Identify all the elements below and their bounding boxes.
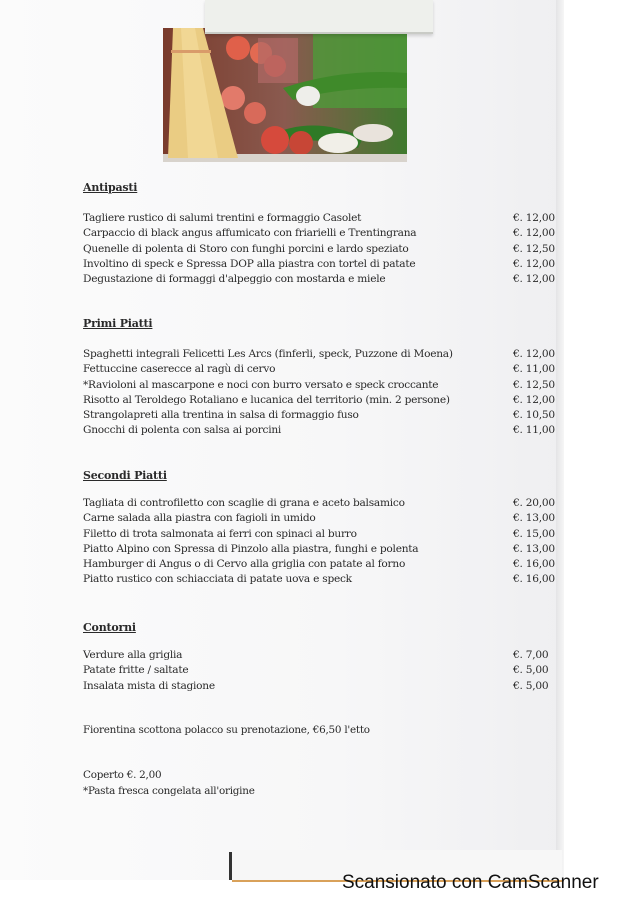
item-price: €. 20,00 bbox=[513, 497, 555, 509]
section-title: Primi Piatti bbox=[83, 317, 153, 330]
menu-item bbox=[83, 347, 558, 362]
section-title: Contorni bbox=[83, 621, 136, 634]
item-name: Involtino di speck e Spressa DOP alla piastra con tortel di patate bbox=[83, 257, 416, 270]
item-name: Patate fritte / saltate bbox=[83, 664, 189, 677]
page-edge bbox=[556, 0, 564, 880]
item-price: €. 5,00 bbox=[513, 664, 549, 677]
section-secondi-piatti bbox=[83, 469, 558, 588]
section-title: Antipasti bbox=[83, 181, 138, 194]
menu-item bbox=[83, 378, 558, 393]
item-name: Spaghetti integrali Felicetti Les Arcs (finferli, speck, Puzzone di Moena) bbox=[83, 348, 453, 360]
item-price: €. 5,00 bbox=[513, 679, 549, 692]
item-price: €. 7,00 bbox=[513, 649, 549, 661]
item-price: €. 12,00 bbox=[513, 348, 555, 360]
item-name: Fettuccine caserecce al ragù di cervo bbox=[83, 363, 276, 376]
item-price: €. 12,50 bbox=[513, 378, 555, 391]
menu-item bbox=[83, 242, 558, 257]
menu-item bbox=[83, 527, 558, 542]
menu-item bbox=[83, 663, 558, 678]
menu-item bbox=[83, 496, 558, 511]
item-name: Risotto al Teroldego Rotaliano e lucanica del territorio (min. 2 persone) bbox=[83, 393, 450, 406]
pasta-note: *Pasta fresca congelata all'origine bbox=[83, 785, 255, 797]
section-antipasti bbox=[83, 181, 558, 287]
section-title: Secondi Piatti bbox=[83, 469, 167, 482]
menu-item bbox=[83, 542, 558, 557]
item-name: Carne salada alla piastra con fagioli in umido bbox=[83, 512, 316, 525]
item-name: Piatto Alpino con Spressa di Pinzolo alla piastra, funghi e polenta bbox=[83, 542, 419, 555]
menu-item bbox=[83, 423, 558, 438]
item-name: Gnocchi di polenta con salsa ai porcini bbox=[83, 424, 282, 437]
paper-edge-shadow bbox=[229, 852, 232, 880]
item-price: €. 12,00 bbox=[513, 257, 555, 270]
menu-item bbox=[83, 648, 558, 663]
menu-item bbox=[83, 557, 558, 572]
menu-item bbox=[83, 257, 558, 272]
menu-item bbox=[83, 272, 558, 287]
item-name: Tagliata di controfiletto con scaglie di grana e aceto balsamico bbox=[83, 497, 405, 509]
item-name: Hamburger di Angus o di Cervo alla griglia con patate al forno bbox=[83, 558, 406, 571]
item-name: Insalata mista di stagione bbox=[83, 679, 215, 692]
item-price: €. 12,00 bbox=[513, 273, 555, 286]
item-price: €. 10,50 bbox=[513, 409, 555, 422]
top-paper-tab bbox=[205, 0, 433, 34]
menu-item bbox=[83, 679, 558, 694]
menu-item bbox=[83, 226, 558, 241]
food-photo bbox=[163, 28, 407, 162]
item-price: €. 11,00 bbox=[513, 424, 555, 437]
item-price: €. 12,00 bbox=[513, 393, 555, 406]
menu-item bbox=[83, 511, 558, 526]
item-name: Piatto rustico con schiacciata di patate uova e speck bbox=[83, 573, 352, 586]
item-name: Carpaccio di black angus affumicato con friarielli e Trentingrana bbox=[83, 227, 417, 240]
item-name: Degustazione di formaggi d'alpeggio con mostarda e miele bbox=[83, 273, 386, 286]
item-price: €. 12,00 bbox=[513, 212, 555, 224]
coperto-note: Coperto €. 2,00 bbox=[83, 769, 162, 781]
item-price: €. 13,00 bbox=[513, 542, 555, 555]
menu-item bbox=[83, 393, 558, 408]
item-name: Tagliere rustico di salumi trentini e formaggio Casolet bbox=[83, 212, 362, 224]
camscanner-watermark: Scansionato con CamScanner bbox=[342, 872, 599, 893]
section-primi-piatti bbox=[83, 317, 558, 439]
item-price: €. 13,00 bbox=[513, 512, 555, 525]
item-price: €. 12,00 bbox=[513, 227, 555, 240]
item-name: Strangolapreti alla trentina in salsa di formaggio fuso bbox=[83, 409, 359, 422]
menu-item bbox=[83, 572, 558, 587]
item-price: €. 15,00 bbox=[513, 527, 555, 540]
item-name: Quenelle di polenta di Storo con funghi porcini e lardo speziato bbox=[83, 242, 409, 255]
section-contorni bbox=[83, 621, 558, 694]
item-price: €. 12,50 bbox=[513, 242, 555, 255]
item-price: €. 16,00 bbox=[513, 558, 555, 571]
menu-item bbox=[83, 211, 558, 226]
item-price: €. 16,00 bbox=[513, 573, 555, 586]
item-price: €. 11,00 bbox=[513, 363, 555, 376]
item-name: Filetto di trota salmonata ai ferri con spinaci al burro bbox=[83, 527, 357, 540]
item-name: Verdure alla griglia bbox=[83, 649, 183, 661]
fiorentina-note: Fiorentina scottona polacco su prenotazione, €6,50 l'etto bbox=[83, 724, 370, 736]
menu-item bbox=[83, 362, 558, 377]
menu-item bbox=[83, 408, 558, 423]
item-name: *Ravioloni al mascarpone e noci con burro versato e speck croccante bbox=[83, 378, 439, 391]
